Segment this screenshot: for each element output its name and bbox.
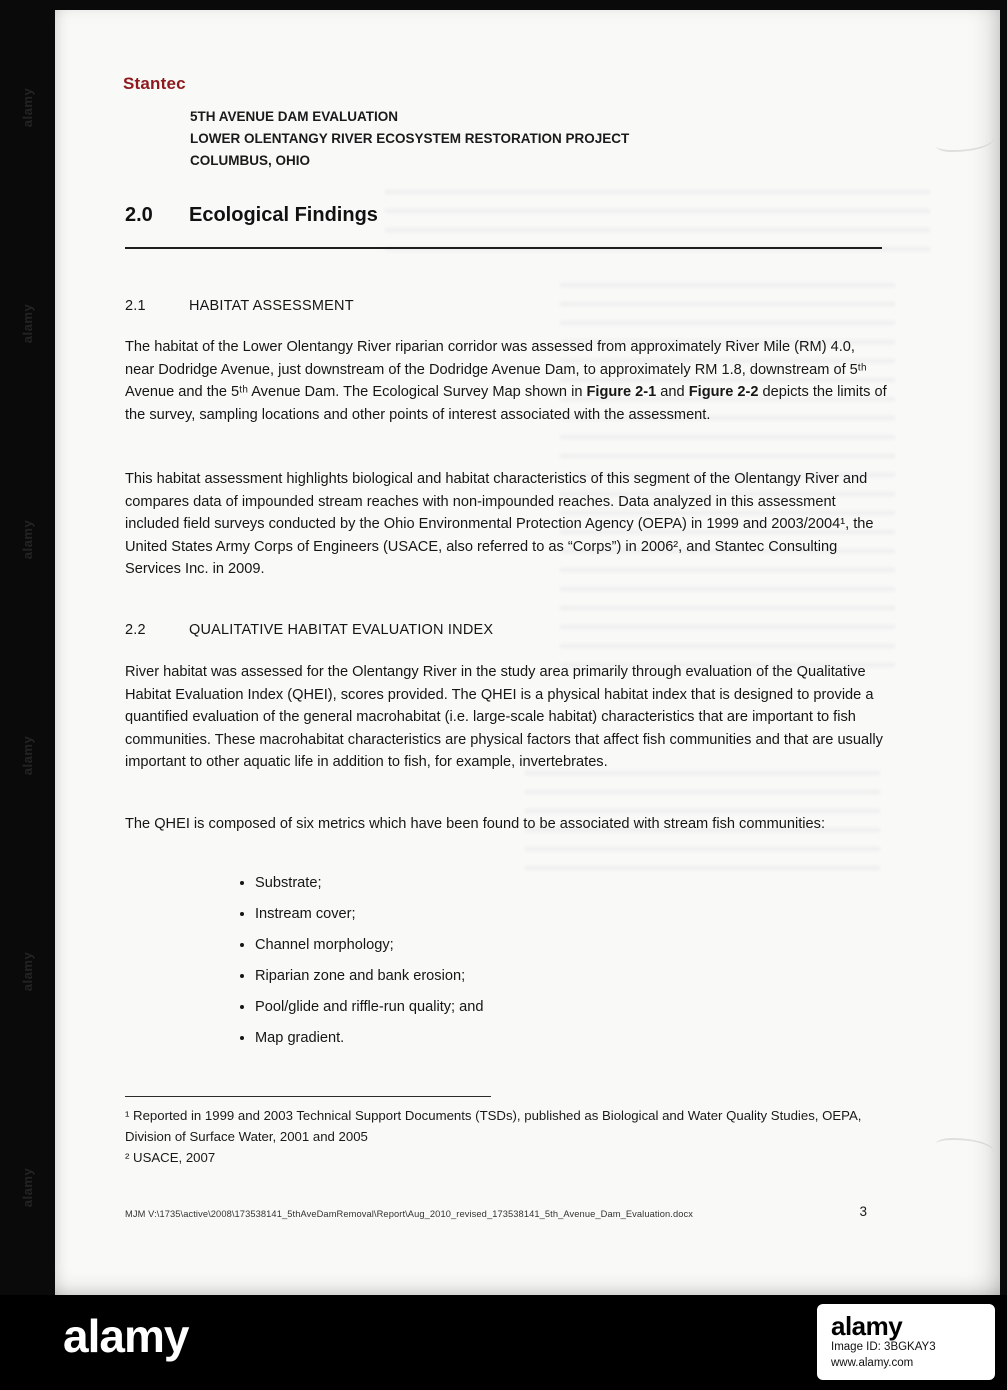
list-item: • Substrate; bbox=[255, 872, 484, 894]
list-item: • Riparian zone and bank erosion; bbox=[255, 965, 484, 987]
image-id-label: Image ID: 3BGKAY3 bbox=[831, 1341, 936, 1353]
figure-reference: Figure 2-1 bbox=[586, 384, 657, 400]
watermark-text: alamy bbox=[20, 951, 35, 991]
paragraph-text: The habitat of the Lower Olentangy River riparian corridor was assessed from approximately River Mile (RM) 4.0, near Dodridge Avenue, just downstream of the Dodridge Avenue Dam, to approximately RM 1.8, downstream of 5ᵗʰ Avenue and the 5ᵗʰ Avenue Dam. The Ecological Survey Map shown in bbox=[125, 339, 867, 400]
subsection-title: QUALITATIVE HABITAT EVALUATION INDEX bbox=[189, 622, 494, 638]
watermark-text: alamy bbox=[20, 304, 35, 344]
section-title: Ecological Findings bbox=[189, 204, 378, 226]
list-item: • Channel morphology; bbox=[255, 934, 484, 956]
footnote-separator bbox=[125, 1096, 491, 1097]
paragraph-qhei-2: The QHEI is composed of six metrics which have been found to be associated with stream fish communities: bbox=[125, 816, 826, 832]
page-curl-mark bbox=[936, 1138, 994, 1158]
footnotes bbox=[125, 1105, 897, 1168]
list-item: • Instream cover; bbox=[255, 903, 484, 925]
alamy-url: www.alamy.com bbox=[831, 1357, 914, 1369]
watermark-text: alamy bbox=[20, 1167, 35, 1207]
header-line-location: COLUMBUS, OHIO bbox=[190, 153, 310, 168]
watermark-text: alamy bbox=[20, 88, 35, 128]
watermark-text: alamy bbox=[20, 735, 35, 776]
subsection-title: HABITAT ASSESSMENT bbox=[189, 298, 354, 314]
document-page bbox=[55, 10, 1000, 1295]
alamy-info-card bbox=[817, 1304, 995, 1380]
section-number: 2.0 bbox=[125, 204, 153, 226]
report-header bbox=[190, 106, 629, 172]
page-number: 3 bbox=[859, 1204, 867, 1219]
footnote-1: ¹ Reported in 1999 and 2003 Technical Support Documents (TSDs), published as Biological and Water Quality Studies, OEPA, Division of Surface Water, 2001 and 2005 bbox=[125, 1108, 862, 1144]
figure-reference: Figure 2-2 bbox=[688, 384, 759, 400]
list-item: • Map gradient. bbox=[255, 1027, 484, 1049]
paragraph-text: depicts the limits of the survey, sampling locations and other points of interest associated with the assessment. bbox=[125, 384, 887, 423]
watermark-text: alamy bbox=[20, 519, 35, 560]
header-line-subtitle: LOWER OLENTANGY RIVER ECOSYSTEM RESTORATION PROJECT bbox=[190, 131, 630, 146]
list-item: • Pool/glide and riffle-run quality; and bbox=[255, 996, 484, 1018]
page-footer bbox=[125, 1204, 867, 1219]
footnote-2: ² USACE, 2007 bbox=[125, 1150, 216, 1165]
subsection-number: 2.1 bbox=[125, 298, 146, 314]
section-heading bbox=[125, 204, 378, 227]
alamy-logo: alamy bbox=[63, 1310, 189, 1362]
qhei-metrics-list bbox=[235, 872, 484, 1058]
paragraph-text: and bbox=[656, 384, 689, 400]
stantec-logo: Stantec bbox=[123, 74, 186, 93]
heading-rule bbox=[125, 247, 882, 249]
paragraph-qhei-1: River habitat was assessed for the Olentangy River in the study area primarily through evaluation of the Qualitative Habitat Evaluation Index (QHEI), scores provided. The QHEI is a physical habitat index that is designed to provide a quantified evaluation of the general macrohabitat (i.e. large-scale habitat) characteristics that are important to fish communities. These macrohabitat characteristics are physical factors that affect fish communities and that are usually important to other aquatic life in addition to fish, for example, invertebrates. bbox=[125, 664, 883, 770]
alamy-bottom-bar bbox=[0, 1295, 1007, 1390]
subsection-number: 2.2 bbox=[125, 622, 146, 638]
alamy-card-logo: alamy bbox=[831, 1311, 903, 1341]
footer-file-path: MJM V:\1735\active\2008\173538141_5thAveDamRemoval\Report\Aug_2010_revised_173538141_5th_Avenue_Dam_Evaluation.docx bbox=[125, 1209, 693, 1219]
subsection-heading-habitat bbox=[125, 298, 354, 314]
header-line-project: 5TH AVENUE DAM EVALUATION bbox=[190, 109, 399, 124]
subsection-heading-qhei bbox=[125, 622, 493, 638]
page-curl-mark bbox=[936, 132, 994, 152]
paragraph-habitat-2: This habitat assessment highlights biological and habitat characteristics of this segment of the Olentangy River and compares data of impounded stream reaches with non-impounded reaches. Data analyzed in this assessment included field surveys conducted by the Ohio Environmental Protection Agency (OEPA) in 1999 and 2003/2004¹, the United States Army Corps of Engineers (USACE, also referred to as “Corps”) in 2006², and Stantec Consulting Services Inc. in 2009. bbox=[125, 471, 874, 577]
left-watermark-strip bbox=[0, 0, 55, 1295]
bleed-through-artifact bbox=[385, 178, 930, 266]
paragraph-habitat-1 bbox=[125, 336, 887, 426]
